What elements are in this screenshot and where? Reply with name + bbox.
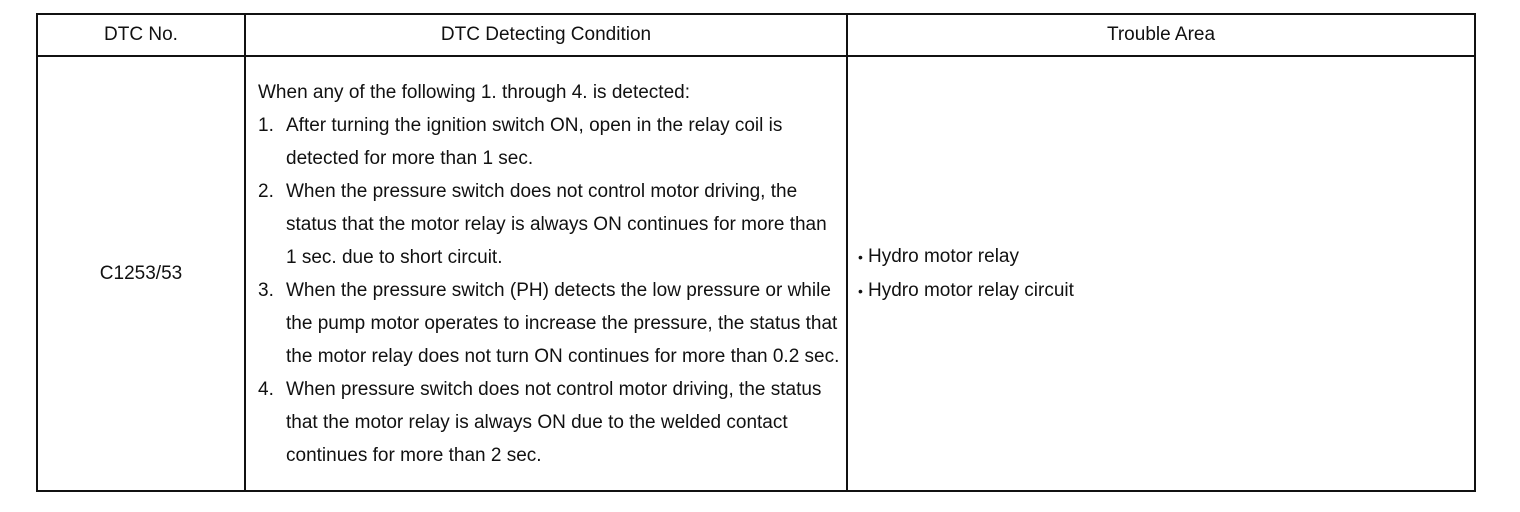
dtc-code-cell: C1253/53 [37,56,245,491]
table-header [37,14,1475,56]
condition-item [258,274,840,373]
bullet-dot-icon: • [858,282,863,299]
table-body [37,56,1475,491]
condition-number: 3. [258,279,274,301]
trouble-area-cell [847,56,1475,491]
condition-item [258,109,840,175]
condition-text: When the pressure switch (PH) detects the low pressure or while the pump motor operates to increase the pressure, the status that the motor relay does not turn ON continues for more than 0.2 sec. [286,279,840,367]
condition-item [258,373,840,472]
header-dtc-no: DTC No. [37,14,245,56]
bullet-dot-icon: • [858,248,863,265]
table-row [37,56,1475,491]
condition-text: After turning the ignition switch ON, open in the relay coil is detected for more than 1 sec. [286,114,783,169]
trouble-area-list [858,240,1464,308]
condition-text: When pressure switch does not control motor driving, the status that the motor relay is always ON due to the welded contact continues for more than 2 sec. [286,378,822,466]
condition-number: 2. [258,180,274,202]
header-condition: DTC Detecting Condition [245,14,847,56]
condition-item [258,175,840,274]
trouble-area-item [858,274,1464,308]
trouble-area-text: Hydro motor relay circuit [868,279,1074,301]
condition-text: When the pressure switch does not control motor driving, the status that the motor relay is always ON continues for more than 1 sec. due to short circuit. [286,180,827,268]
condition-list [258,109,840,472]
condition-number: 4. [258,378,274,400]
trouble-area-text: Hydro motor relay [868,245,1019,267]
header-trouble-area: Trouble Area [847,14,1475,56]
condition-intro: When any of the following 1. through 4. is detected: [258,81,690,103]
trouble-area-item [858,240,1464,274]
dtc-table [36,13,1476,492]
condition-cell [245,56,847,491]
header-row [37,14,1475,56]
condition-number: 1. [258,114,274,136]
